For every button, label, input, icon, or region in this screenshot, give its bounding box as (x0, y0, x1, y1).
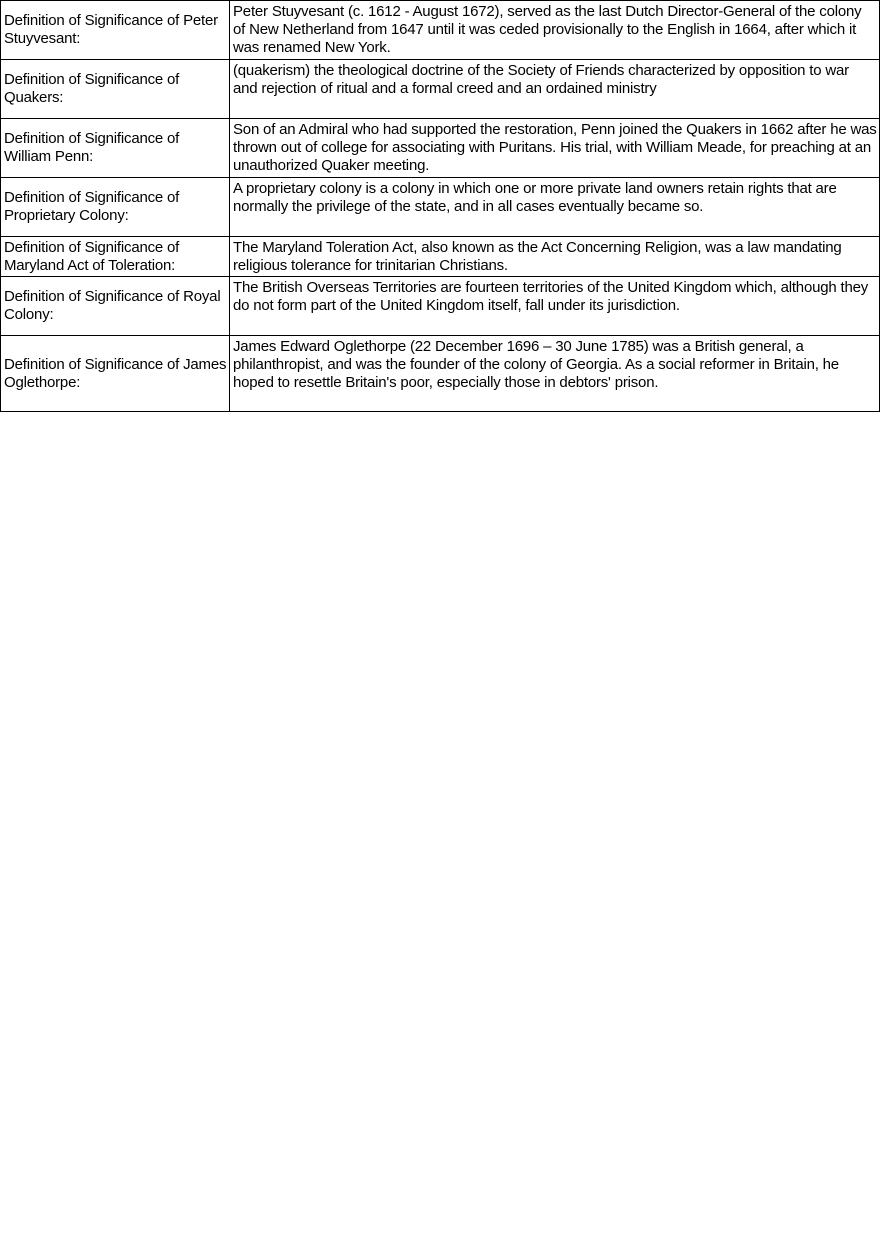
definition-cell: (quakerism) the theological doctrine of the Society of Friends characterized by opposition to war and rejection of ritual and a formal creed and an ordained ministry (230, 60, 880, 119)
definition-cell: The Maryland Toleration Act, also known as the Act Concerning Religion, was a law mandating religious tolerance for trinitarian Christians. (230, 237, 880, 277)
definition-cell: The British Overseas Territories are fourteen territories of the United Kingdom which, although they do not form part of the United Kingdom itself, fall under its jurisdiction. (230, 277, 880, 336)
definition-cell: Son of an Admiral who had supported the restoration, Penn joined the Quakers in 1662 after he was thrown out of college for associating with Puritans. His trial, with William Meade, for preaching at an unauthorized Quaker meeting. (230, 119, 880, 178)
term-cell: Definition of Significance of William Penn: (1, 119, 230, 178)
definition-cell: A proprietary colony is a colony in which one or more private land owners retain rights that are normally the privilege of the state, and in all cases eventually became so. (230, 178, 880, 237)
table-row (1, 119, 880, 178)
table-row (1, 336, 880, 412)
definition-cell: James Edward Oglethorpe (22 December 1696 – 30 June 1785) was a British general, a philanthropist, and was the founder of the colony of Georgia. As a social reformer in Britain, he hoped to resettle Britain's poor, especially those in debtors' prison. (230, 336, 880, 412)
term-cell: Definition of Significance of Quakers: (1, 60, 230, 119)
table-row (1, 237, 880, 277)
definition-cell: Peter Stuyvesant (c. 1612 - August 1672), served as the last Dutch Director-General of the colony of New Netherland from 1647 until it was ceded provisionally to the English in 1664, after which it was renamed New York. (230, 1, 880, 60)
term-cell: Definition of Significance of Maryland Act of Toleration: (1, 237, 230, 277)
definitions-table (0, 0, 880, 412)
term-cell: Definition of Significance of Royal Colony: (1, 277, 230, 336)
table-row (1, 277, 880, 336)
term-cell: Definition of Significance of James Oglethorpe: (1, 336, 230, 412)
term-cell: Definition of Significance of Peter Stuyvesant: (1, 1, 230, 60)
table-row (1, 60, 880, 119)
table-row (1, 178, 880, 237)
table-row (1, 1, 880, 60)
term-cell: Definition of Significance of Proprietary Colony: (1, 178, 230, 237)
